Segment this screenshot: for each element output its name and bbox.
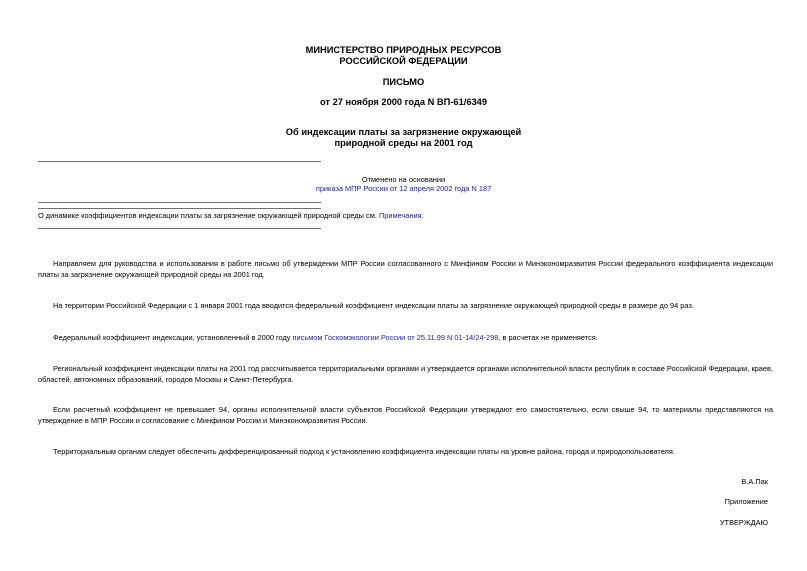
ministry-line-2: РОССИЙСКОЙ ФЕДЕРАЦИИ: [339, 56, 468, 66]
subject-line-1: Об индексации платы за загрязнение окружающей: [285, 127, 522, 137]
goskomecology-letter-link[interactable]: письмом Госкомэкологии России от 25.11.99 N 01-14/24-298: [292, 333, 499, 342]
divider-middle-2: [38, 208, 321, 209]
appendix-heading: Приложение: [724, 497, 768, 506]
paragraph-previous-coefficient: [38, 333, 773, 344]
paragraph-regional-coefficient: Региональный коэффициент индексации платы на 2001 год рассчитывается территориальными органами и утверждается органами исполнительной власти республик в составе Российской Федерации, краев, областей, автономных образований, городов Москвы и Санкт-Петербурга.: [38, 364, 773, 384]
document-subject: [0, 127, 807, 149]
cancelled-order-link[interactable]: приказа МПР России от 12 апреля 2002 года N 187: [315, 184, 492, 193]
divider-bottom: [38, 228, 321, 229]
notes-link[interactable]: Примечания: [378, 211, 422, 220]
dynamics-note-text: О динамике коэффициентов индексации платы за загрязнение окружающей природной среды см.: [38, 211, 377, 220]
approval-heading: УТВЕРЖДАЮ: [719, 518, 768, 527]
cancelled-link-row: [0, 184, 807, 194]
dynamics-note: [38, 211, 424, 221]
divider-middle-1: [38, 202, 321, 203]
subject-line-2: природной среды на 2001 год: [334, 138, 473, 148]
dynamics-note-end: .: [421, 211, 424, 220]
document-date-number: от 27 ноября 2000 года N ВП-61/6349: [319, 97, 488, 107]
paragraph-previous-coefficient-start: Федеральный коэффициент индексации, установленный в 2000 году: [53, 333, 293, 342]
ministry-line-1: МИНИСТЕРСТВО ПРИРОДНЫХ РЕСУРСОВ: [305, 45, 502, 55]
cancelled-notice: Отменено на основании: [361, 175, 446, 184]
signature: В.А.Пак: [741, 477, 768, 486]
divider-top: [38, 161, 321, 162]
paragraph-differentiated-approach: Территориальным органам следует обеспечить дифференцированный подход к установлению коэффициента индексации платы на уровне района, города и природопользователя.: [53, 447, 675, 456]
document-type: ПИСЬМО: [382, 77, 425, 87]
paragraph-federal-coefficient: На территории Российской Федерации с 1 января 2001 года вводится федеральный коэффициент индексации платы за загрязнение окружающей природной среды в размере до 94 раз.: [53, 301, 694, 310]
ministry-title: [0, 45, 807, 67]
paragraph-guidance: Направляем для руководства и использования в работе письмо об утверждении МПР России согласованного с Минфином России и Минэкономразвития России федерального коэффициента индексации платы за загрязнение окружающей природной среды на 2001 год.: [38, 259, 773, 279]
paragraph-previous-coefficient-end: , в расчетах не применяется.: [498, 333, 598, 342]
paragraph-approval-procedure: Если расчетный коэффициент не превышает 94, органы исполнительной власти субъектов Российской Федерации утверждают его самостоятельно, если свыше 94, то материалы представляются на утверждение в МПР России и согласование с Минфином России и Минэкономразвития России.: [38, 405, 773, 425]
